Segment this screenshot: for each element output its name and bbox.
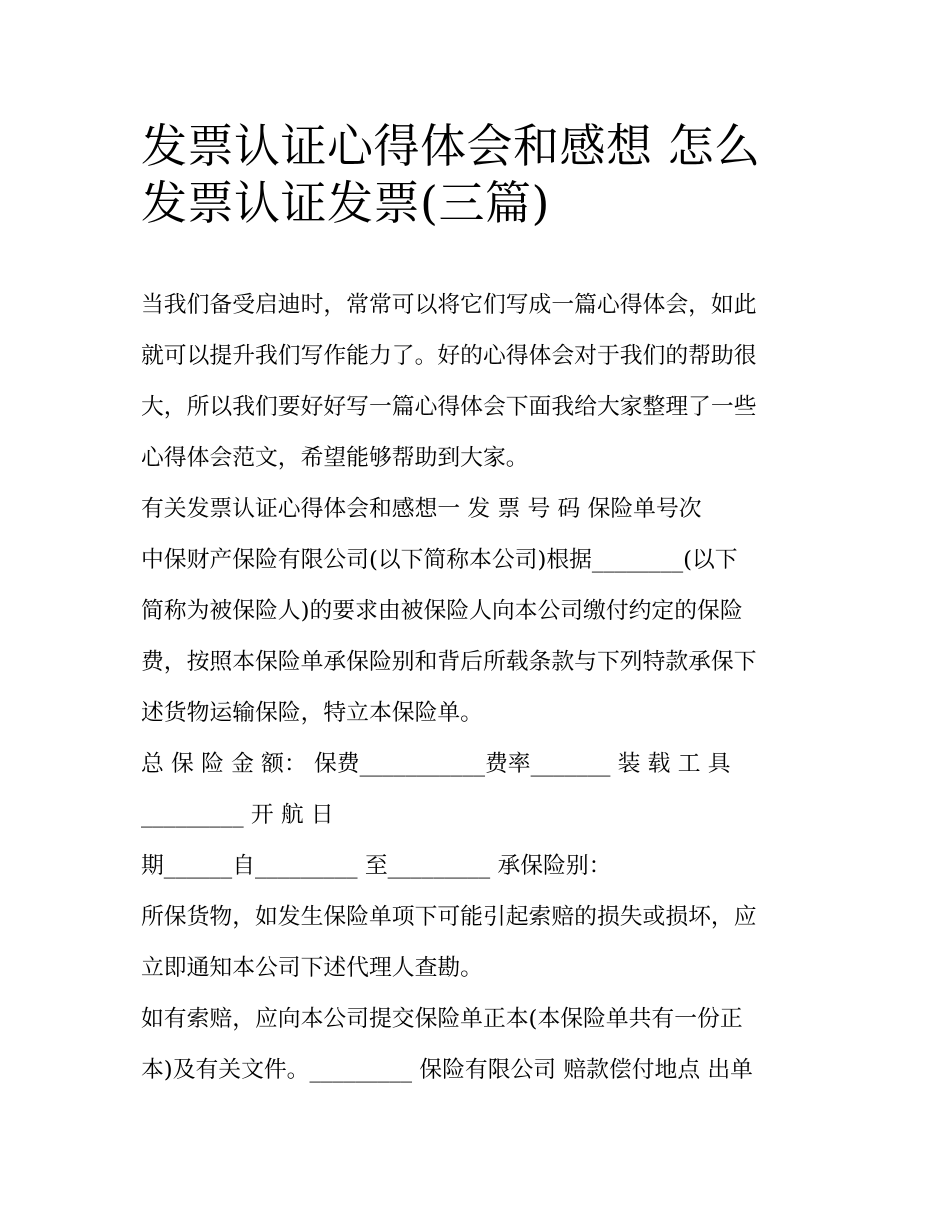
- body-line: 中保财产保险有限公司(以下简称本公司)根据________(以下: [141, 547, 738, 573]
- body-line: 述货物运输保险，特立本保险单。: [141, 700, 483, 726]
- body-line: 期______自_________ 至_________ 承保险别：: [141, 853, 612, 879]
- body-line: _________ 开 航 日: [141, 802, 334, 828]
- body-line: 简称为被保险人)的要求由被保险人向本公司缴付约定的保险: [141, 598, 743, 624]
- body-line: 总 保 险 金 额： 保费___________费率_______ 装 载 工 具: [141, 751, 731, 777]
- body-line: 立即通知本公司下述代理人查勘。: [141, 955, 483, 981]
- body-line: 如有索赔，应向本公司提交保险单正本(本保险单共有一份正: [141, 1006, 743, 1032]
- body-line: 所保货物，如发生保险单项下可能引起索赔的损失或损坏，应: [141, 904, 757, 930]
- title-line: 发票认证发票(三篇): [141, 176, 550, 230]
- body-line: 本)及有关文件。_________ 保险有限公司 赔款偿付地点 出单: [141, 1057, 753, 1083]
- body-line: 有关发票认证心得体会和感想一 发 票 号 码 保险单号次: [141, 496, 702, 522]
- body-line: 就可以提升我们写作能力了。好的心得体会对于我们的帮助很: [141, 343, 757, 369]
- document-title: [141, 118, 821, 232]
- body-line: 当我们备受启迪时，常常可以将它们写成一篇心得体会，如此: [141, 292, 757, 318]
- document-body: [141, 280, 821, 1096]
- body-line: 费，按照本保险单承保险别和背后所载条款与下列特款承保下: [141, 649, 757, 675]
- body-line: 心得体会范文，希望能够帮助到大家。: [141, 445, 529, 471]
- body-line: 大，所以我们要好好写一篇心得体会下面我给大家整理了一些: [141, 394, 757, 420]
- title-line: 发票认证心得体会和感想 怎么: [141, 119, 761, 173]
